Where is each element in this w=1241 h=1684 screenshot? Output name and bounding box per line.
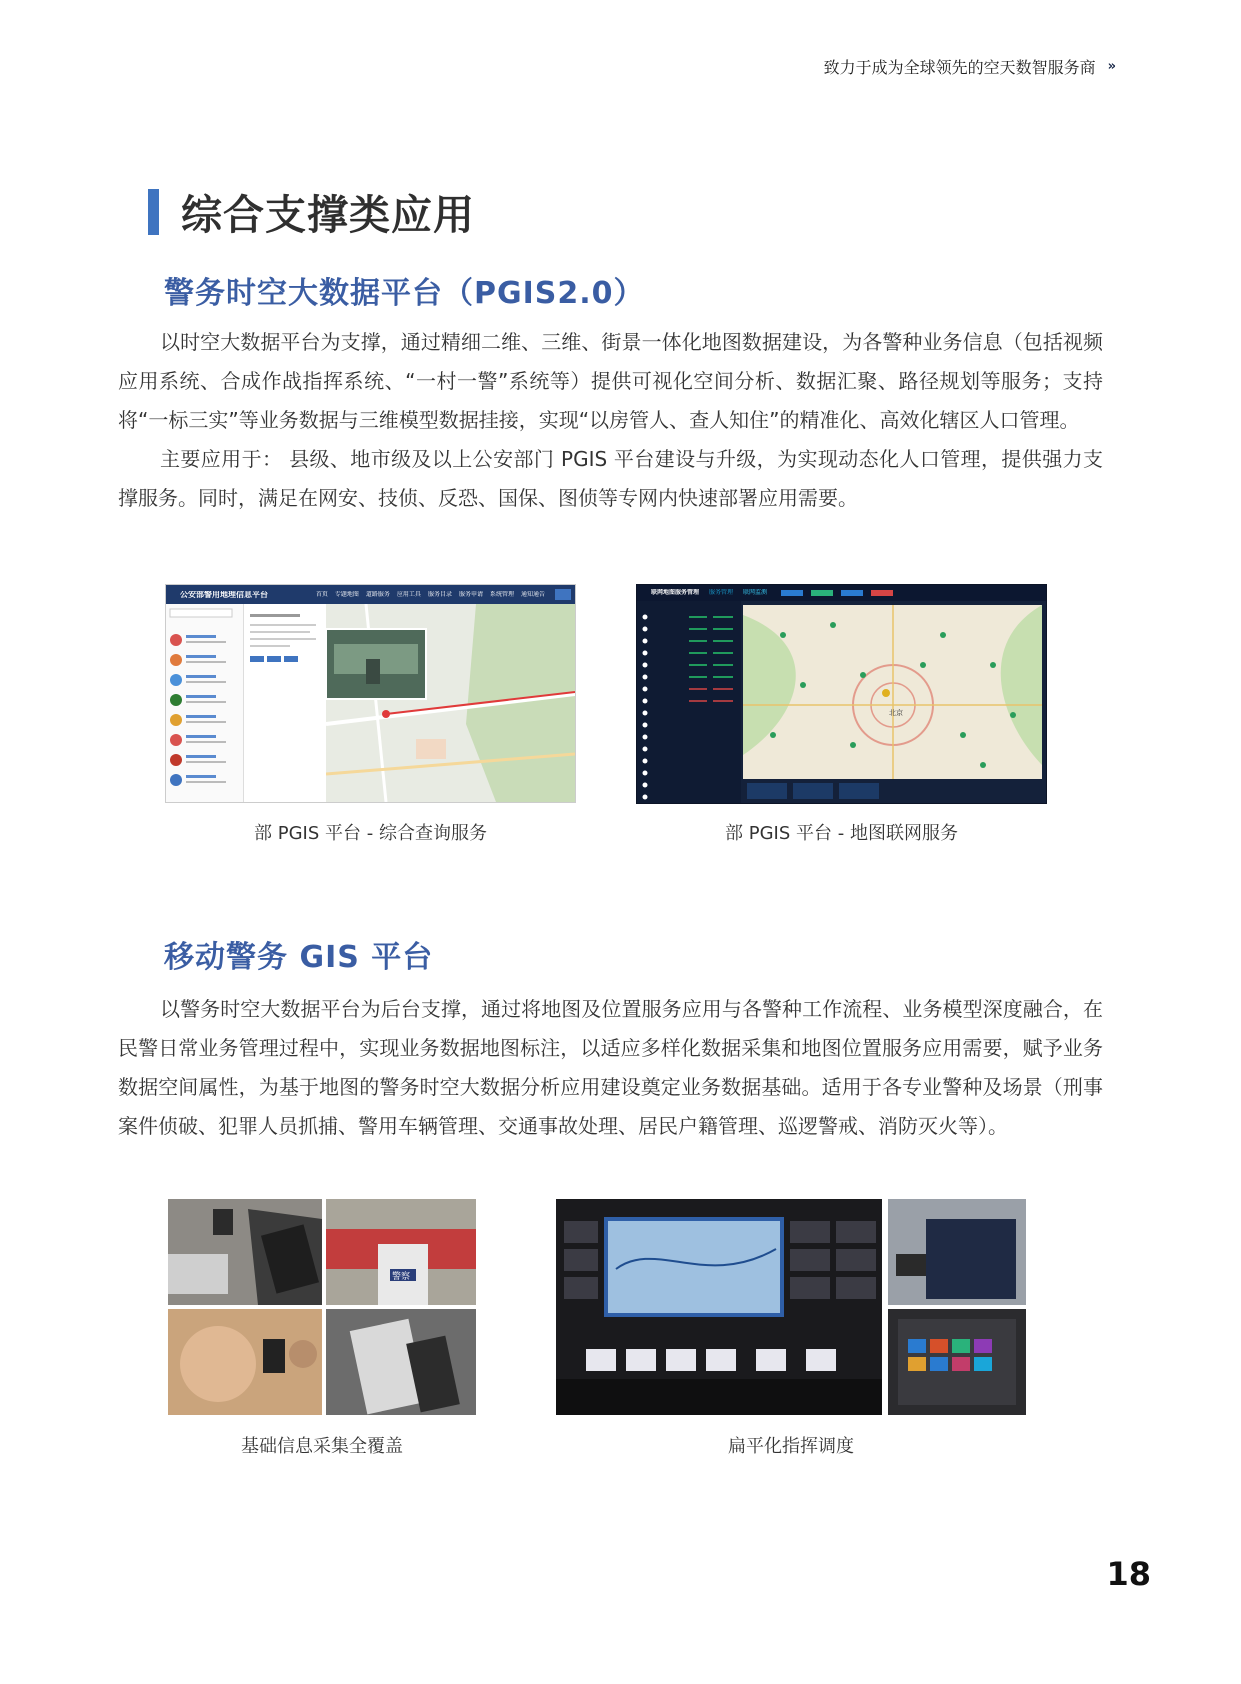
section-title [148,182,475,241]
pgis-caption-right: 部 PGIS 平台 - 地图联网服务 [725,823,958,844]
screen1-menu-item: 首页 [315,590,328,598]
mobile-paragraph: 以警务时空大数据平台为后台支撑，通过将地图及位置服务应用与各警种工作流程、业务模型深度融合，在民警日常业务管理过程中，实现业务数据地图标注，以适应多样化数据采集和地图位置服务应用需要，赋予业务数据空间属性，为基于地图的警务时空大数据分析应用建设奠定业务数据基础。适用于各专业警种及场景（刑事案件侦破、犯罪人员抓捕、警用车辆管理、交通事故处理、居民户籍管理、巡逻警戒、消防灭火等）。 [118,997,1103,1138]
screen1-detail-panel [244,604,327,802]
screen2-tab: 服务管理 [709,589,734,596]
pgis-network-screenshot [636,584,1047,804]
screen1-title: 公安部警用地理信息平台 [180,590,268,599]
mobile-heading: 移动警务 GIS 平台 [164,940,434,975]
command-dispatch-collage [556,1199,1026,1415]
screen2-status-badges [781,588,921,598]
screen2-server-list [637,601,741,803]
page-number: 18 [1106,1555,1151,1593]
tagline-text: 致力于成为全球领先的空天数智服务商 [823,58,1096,77]
mobile-caption-right: 扁平化指挥调度 [728,1436,854,1457]
screen2-title: 联网地图服务管理 [651,589,700,596]
screen1-menu-item: 系统管理 [489,590,514,598]
screen1-map [326,604,575,802]
screen1-menu-item: 应用工具 [396,590,421,598]
screen1-menu-item: 道路服务 [365,590,390,598]
screen1-topbar [166,585,575,604]
pgis-heading: 警务时空大数据平台（PGIS2.0） [164,276,645,311]
header-tagline [824,55,1113,78]
pgis-paragraph-2: 主要应用于： 县级、地市级及以上公安部门 PGIS 平台建设与升级，为实现动态化人口管理，提供强力支撑服务。同时，满足在网安、技侦、反恐、国保、图侦等专网内快速部署应用需要。 [118,447,1103,510]
screen1-menu [316,591,545,599]
section-title-bar [148,189,159,235]
info-collection-collage [168,1199,476,1415]
double-chevron-right-icon: » [1107,59,1113,74]
screen1-user-badge [555,589,571,600]
mobile-caption-left: 基础信息采集全覆盖 [241,1436,403,1457]
info-collection-photos [168,1199,476,1415]
command-center-photo [556,1199,1026,1415]
screen2-tab: 联网监测 [743,589,768,596]
screen1-menu-item: 服务申请 [458,590,483,598]
screen2-map-label: 北京 [889,709,903,717]
screen1-menu-item: 服务目录 [427,590,452,598]
police-armband-text: 警察 [392,1272,411,1282]
screen1-sidebar [166,604,244,802]
screen2-topbar [637,585,1046,601]
screen1-sidebar-icons [166,604,243,802]
screen2-bottom-panels [743,781,1042,801]
pgis-query-screenshot [165,584,576,803]
screen1-menu-item: 通知通告 [520,590,545,598]
pgis-caption-left: 部 PGIS 平台 - 综合查询服务 [254,823,487,844]
screen1-detail-lines [244,604,326,802]
section-title-text: 综合支撑类应用 [181,191,475,239]
screen1-menu-item: 专题地图 [334,590,359,598]
pgis-paragraph-1: 以时空大数据平台为支撑，通过精细二维、三维、街景一体化地图数据建设，为各警种业务信息（包括视频应用系统、合成作战指挥系统、“一村一警”系统等）提供可视化空间分析、数据汇聚、路径规划等服务；支持将“一标三实”等业务数据与三维模型数据挂接，实现“以房管人、查人知住”的精准化、高效化辖区人口管理。 [118,330,1103,432]
screen2-map [743,605,1042,779]
